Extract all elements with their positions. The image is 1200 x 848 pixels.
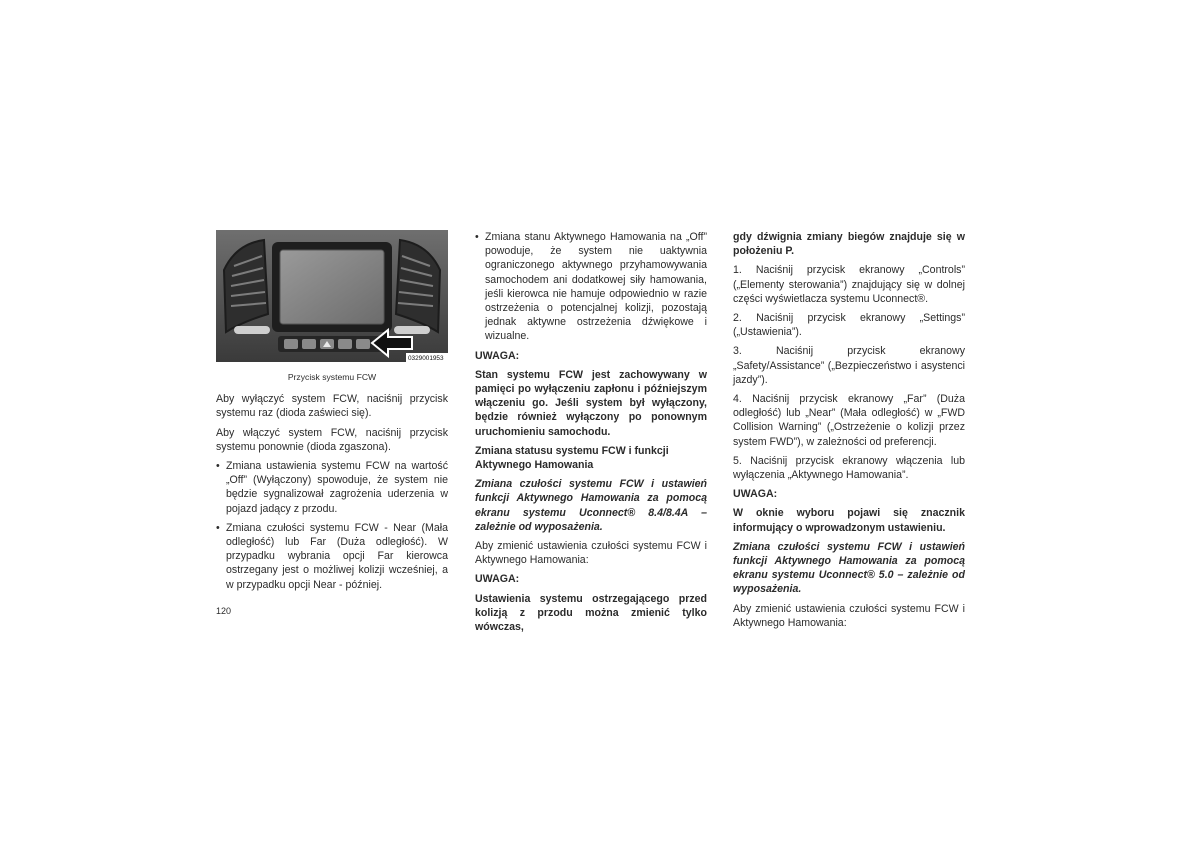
subsection-heading: Zmiana czułości systemu FCW i ustawień funkcji Aktywnego Hamowania za pomocą ekranu systemu Uconnect® 5.0 – zależnie od wyposażenia. bbox=[733, 540, 965, 596]
step: 1. Naciśnij przycisk ekranowy „Controls” („Elementy sterowania”) znajdujący się w dolnej części wyświetlacza systemu Uconnect®. bbox=[733, 264, 965, 305]
note-label: UWAGA: bbox=[733, 488, 778, 501]
column-3 bbox=[733, 230, 965, 635]
paragraph: Aby zmienić ustawienia czułości systemu FCW i Aktywnego Hamowania: bbox=[733, 602, 965, 629]
bullet-list bbox=[216, 459, 448, 592]
note-text: W oknie wyboru pojawi się znacznik informujący o wprowadzonym ustawieniu. bbox=[733, 507, 965, 534]
paragraph: Aby zmienić ustawienia czułości systemu FCW i Aktywnego Hamowania: bbox=[475, 540, 707, 567]
note-label: UWAGA: bbox=[475, 573, 520, 586]
page-number: 120 bbox=[216, 606, 232, 616]
step: 2. Naciśnij przycisk ekranowy „Settings” („Ustawienia”). bbox=[733, 312, 965, 339]
dashboard-photo bbox=[216, 230, 448, 362]
list-item: • Zmiana stanu Aktywnego Hamowania na „Off” powoduje, że system nie uaktywnia ograniczonego aktywnego przyhamowywania samochodem ani dodatkowej siły hamowania, jeśli kierowca nie hamuje odpowiednio w razie ostrzeżenia o potencjalnej kolizji, pozostają jednak aktywne ostrzeżenia dźwiękowe i wizualne. bbox=[475, 230, 707, 344]
paragraph: Aby włączyć system FCW, naciśnij przycisk systemu ponownie (dioda zgaszona). bbox=[216, 426, 448, 453]
note-continuation: gdy dźwignia zmiany biegów znajduje się w położeniu P. bbox=[733, 231, 965, 258]
subsection-heading: Zmiana czułości systemu FCW i ustawień funkcji Aktywnego Hamowania za pomocą ekranu systemu Uconnect® 8.4/8.4A – zależnie od wyposażenia. bbox=[475, 478, 707, 533]
column-2 bbox=[475, 230, 707, 639]
list-item: • Zmiana ustawienia systemu FCW na wartość „Off” (Wyłączony) spowoduje, że system nie będzie sygnalizował zagrożenia uderzenia w pojazd jadący z przodu. bbox=[216, 459, 448, 516]
note-text: Stan systemu FCW jest zachowywany w pamięci po wyłączeniu zapłonu i późniejszym włączeniu go. Jeśli system był wyłączony, będzie również wyłączony po ponownym uruchomieniu samochodu. bbox=[475, 368, 707, 438]
dashboard-illustration bbox=[216, 230, 448, 362]
figure-code: 0329001953 bbox=[408, 355, 444, 362]
figure-caption: Przycisk systemu FCW bbox=[287, 372, 377, 382]
note-label: UWAGA: bbox=[475, 349, 520, 362]
bullet-list bbox=[475, 230, 707, 344]
paragraph: Aby wyłączyć system FCW, naciśnij przycisk systemu raz (dioda zaświeci się). bbox=[216, 393, 448, 420]
step: 3. Naciśnij przycisk ekranowy „Safety/Assistance” („Bezpieczeństwo i asystenci jazdy”). bbox=[733, 345, 965, 386]
column-1 bbox=[216, 230, 448, 597]
step: 5. Naciśnij przycisk ekranowy włączenia lub wyłączenia „Aktywnego Hamowania”. bbox=[733, 454, 965, 482]
note-text: Ustawienia systemu ostrzegającego przed kolizją z przodu można zmienić tylko wówczas, bbox=[475, 592, 707, 634]
step: 4. Naciśnij przycisk ekranowy „Far” (Duża odległość) lub „Near” (Mała odległość) w „FWD Collision Warning” („Ostrzeżenie o kolizji przez system FWD”), w zależności od preferencji. bbox=[733, 393, 965, 448]
section-heading: Zmiana statusu systemu FCW i funkcji Aktywnego Hamowania bbox=[475, 444, 669, 472]
list-item: • Zmiana czułości systemu FCW - Near (Mała odległość) lub Far (Duża odległość). W przypadku wybrania opcji Far kierowca ostrzegany jest o możliwej kolizji wcześniej, a w przypadku opcji Near - później. bbox=[216, 521, 448, 592]
